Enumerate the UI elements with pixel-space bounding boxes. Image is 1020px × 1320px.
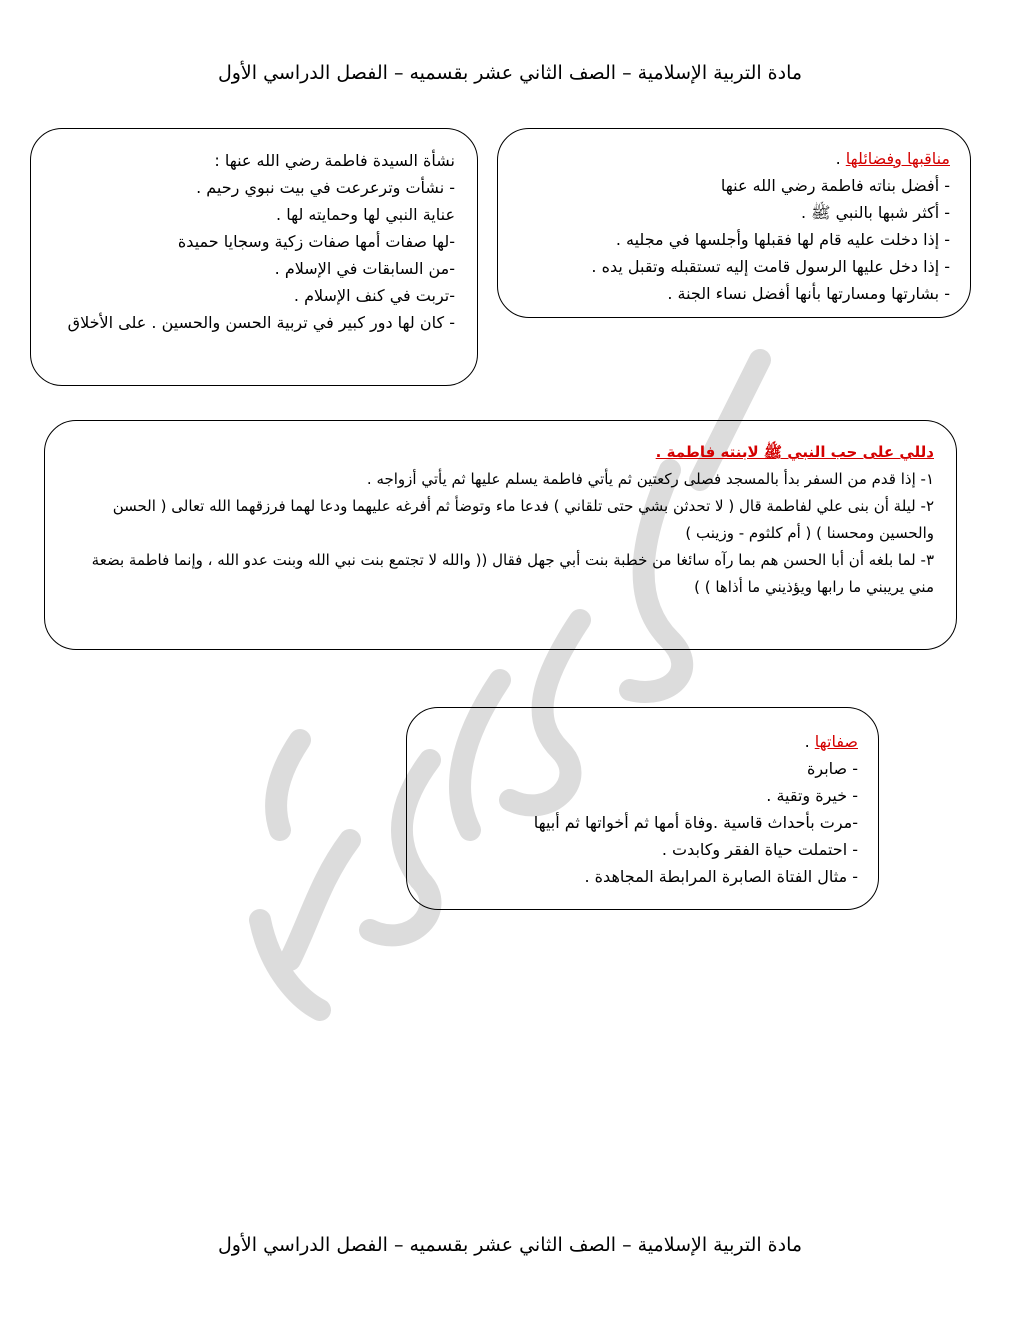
list-item: - كان لها دور كبير في تربية الحسن والحسين . على الأخلاق <box>67 313 455 332</box>
virtues-heading <box>512 145 950 172</box>
upbringing-title: نشأة السيدة فاطمة رضي الله عنها : <box>214 151 455 170</box>
list-item: - بشارتها ومسارتها بأنها أفضل نساء الجنة . <box>667 284 950 303</box>
list-item: -من السابقات في الإسلام . <box>274 259 455 278</box>
list-item: ٣- لما بلغه أن أبا الحسن هم بما رآه سائغا من خطبة بنت أبي جهل فقال (( والله لا تجتمع بنت نبي الله وبنت عدو الله ، وإنما فاطمة بضعة مني يريبني ما رابها ويؤذيني ما أذاها ) ) <box>91 551 934 596</box>
list-item: عناية النبي لها وحمايته لها . <box>276 205 455 224</box>
traits-box <box>406 707 879 910</box>
list-item: -لها صفات أمها صفات زكية وسجايا حميدة <box>177 232 455 251</box>
traits-title-suffix: . <box>804 732 815 751</box>
love-box <box>44 420 957 650</box>
list-item: - مثال الفتاة الصابرة المرابطة المجاهدة . <box>584 867 858 886</box>
list-item: - أفضل بناته فاطمة رضي الله عنها <box>720 176 950 195</box>
list-item: -تربت في كنف الإسلام . <box>293 286 455 305</box>
virtues-box <box>497 128 971 318</box>
page-header: مادة التربية الإسلامية – الصف الثاني عشر بقسميه – الفصل الدراسي الأول <box>217 62 803 84</box>
traits-title: صفاتها <box>814 732 858 751</box>
list-item: - إذا دخلت عليه قام لها فقبلها وأجلسها في مجليه . <box>615 230 950 249</box>
love-title: دللي على حب النبي ﷺ لابنته فاطمة . <box>655 443 934 461</box>
list-item: - احتملت حياة الفقر وكابدت . <box>661 840 858 859</box>
list-item: - نشأت وترعرعت في بيت نبوي رحيم . <box>196 178 455 197</box>
upbringing-box <box>30 128 478 386</box>
traits-heading <box>421 728 858 755</box>
list-item: - صابرة <box>807 759 858 778</box>
list-item: - خيرة وتقية . <box>766 786 858 805</box>
page-footer: مادة التربية الإسلامية – الصف الثاني عشر بقسميه – الفصل الدراسي الأول <box>217 1234 803 1256</box>
virtues-title: مناقبها وفضائلها <box>845 149 950 168</box>
list-item: ٢- ليلة أن بنى علي لفاطمة قال ( لا تحدثن بشي حتى تلقاني ) فدعا ماء وتوضأ ثم أفرغه عليهما ودعا لهما فرزقهما الله تعالى ( الحسن والحسين ومحسنا ) ( أم كلثوم - وزينب ) <box>112 497 934 542</box>
list-item: - أكثر شبها بالنبي ﷺ . <box>800 203 950 222</box>
list-item: -مرت بأحداث قاسية .وفاة أمها ثم أخواتها ثم أبيها <box>533 813 858 832</box>
list-item: ١- إذا قدم من السفر بدأ بالمسجد فصلى ركعتين ثم يأتي فاطمة يسلم عليها ثم يأتي أزواجه . <box>366 470 934 488</box>
list-item: - إذا دخل عليها الرسول قامت إليه تستقبله وتقبل يده . <box>591 257 950 276</box>
virtues-title-suffix: . <box>835 149 846 168</box>
